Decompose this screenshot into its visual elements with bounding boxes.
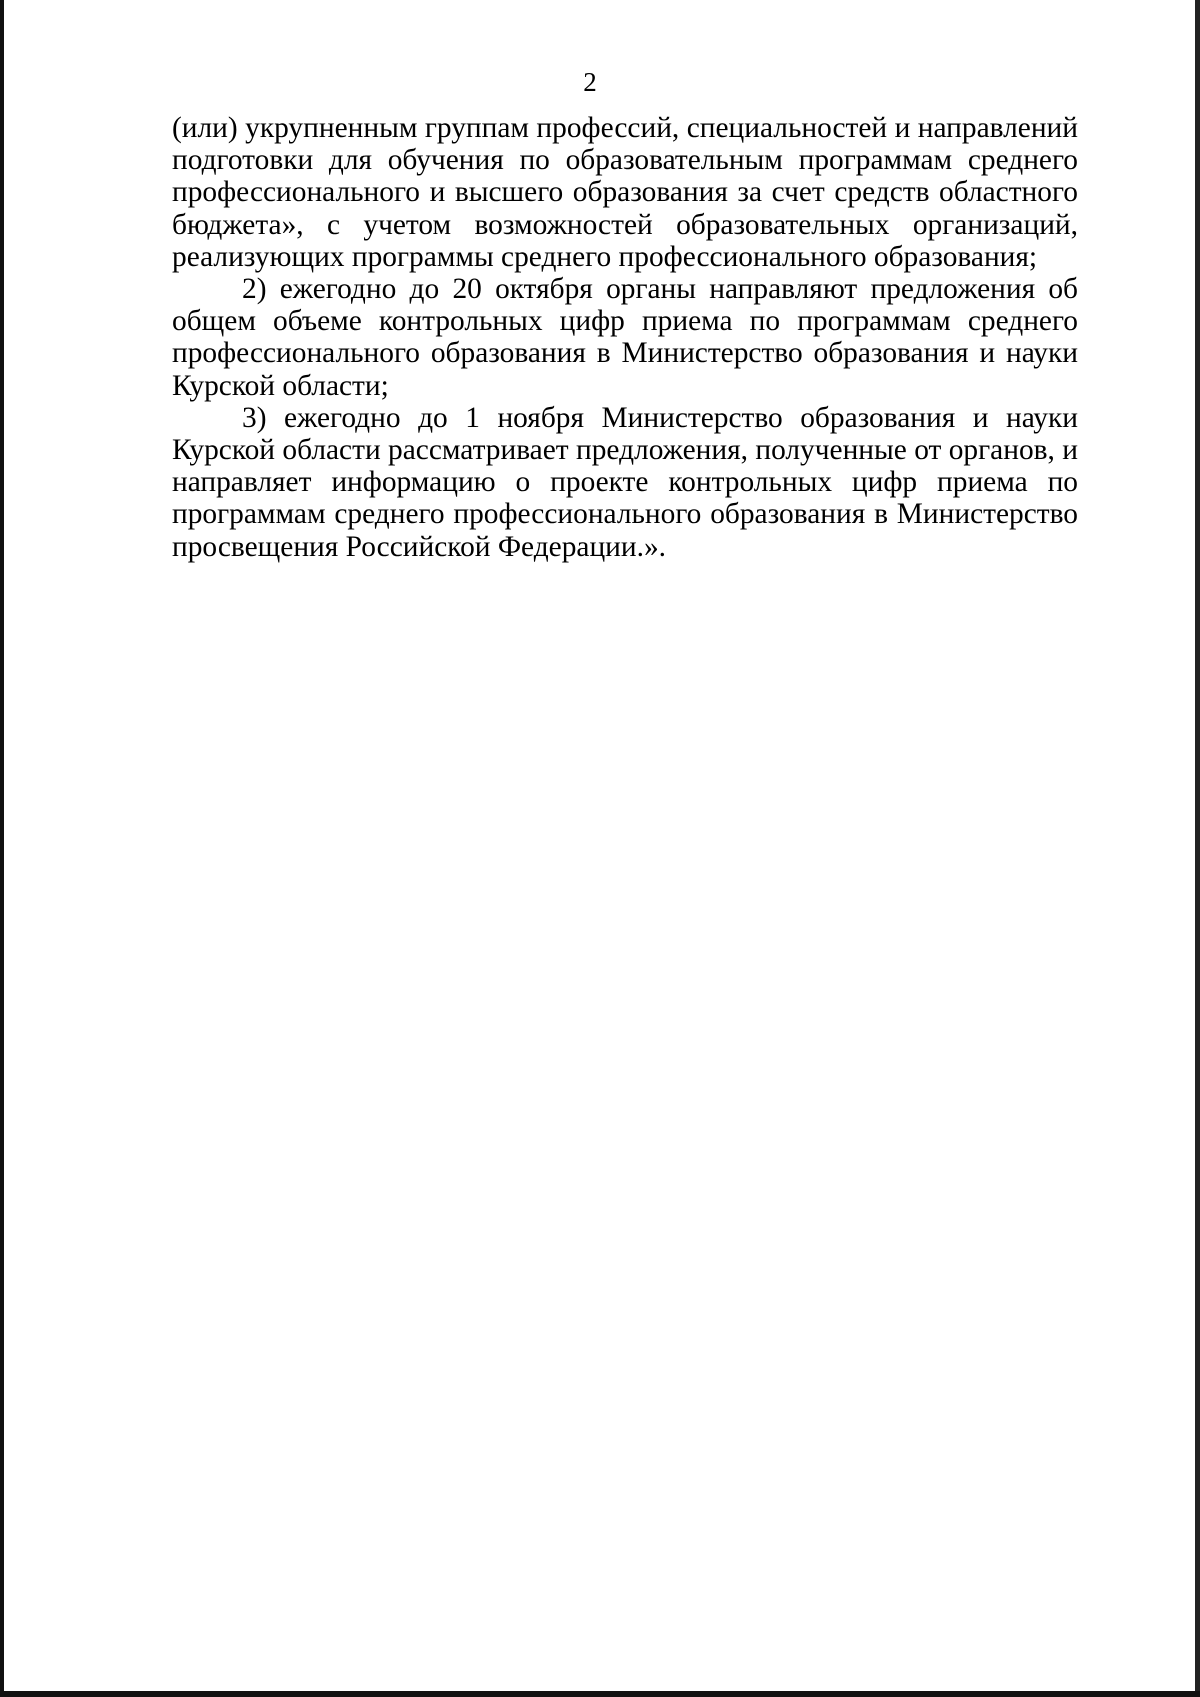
paragraph-item-2: 2) ежегодно до 20 октября органы направляют предложения об общем объеме контрольных цифр приема по программам среднего профессионального образования в Министерство образования и науки Курской области; bbox=[172, 273, 1078, 402]
paragraph-item-3: 3) ежегодно до 1 ноября Министерство образования и науки Курской области рассматривает предложения, полученные от органов, и направляет информацию о проекте контрольных цифр приема по программам среднего профессионального образования в Министерство просвещения Российской Федерации.». bbox=[172, 401, 1078, 563]
paragraph-continuation: (или) укрупненным группам профессий, специальностей и направлений подготовки для обучения по образовательным программам среднего профессионального и высшего образования за счет средств областного бюджета», с учетом возможностей образовательных организаций, реализующих программы среднего профессионального образования; bbox=[172, 112, 1078, 273]
scan-edge-left bbox=[0, 0, 4, 1697]
scan-edge-right bbox=[1195, 0, 1200, 1697]
page-number: 2 bbox=[583, 67, 597, 97]
document-body bbox=[172, 112, 1078, 563]
scan-edge-bottom bbox=[0, 1691, 1200, 1697]
